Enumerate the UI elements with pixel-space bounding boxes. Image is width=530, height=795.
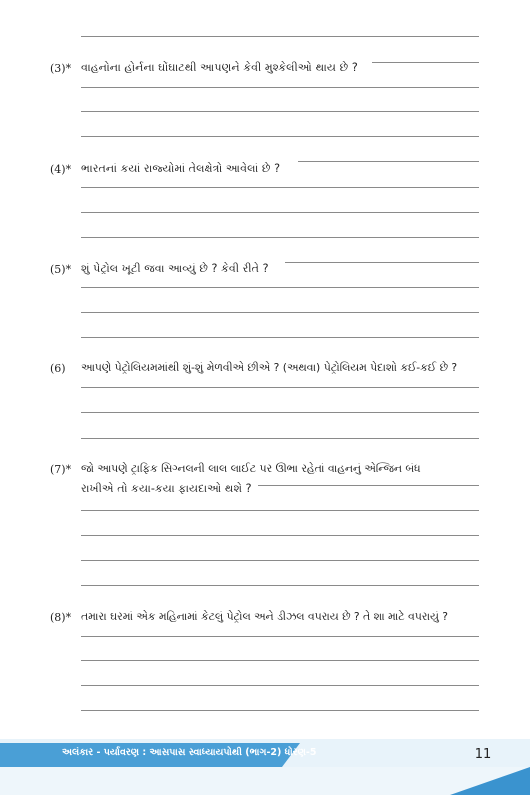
answer-line [81,136,479,137]
footer-strip [0,767,530,795]
answer-line [81,287,479,288]
answer-line [81,312,479,313]
answer-line [81,387,479,388]
answer-line [81,535,479,536]
question-text: તમારા ઘરમાં એક મહિનામાં કેટલું પેટ્રોલ અને ડીઝલ વપરાય છે ? તે શા માટે વપરાયું ? [81,610,448,623]
question-text: વાહનોના હોર્નના ઘોંઘાટથી આપણને કેવી મુશ્કેલીઓ થાય છે ? [81,61,358,74]
answer-line [81,212,479,213]
question-text: જો આપણે ટ્રાફિક સિગ્નલની લાલ લાઈટ પર ઊભા રહેતાં વાહનનું એન્જિન બંધ [81,462,421,475]
question-number: (4)* [50,163,72,176]
question-number: (3)* [50,62,72,75]
answer-line [81,87,479,88]
answer-line [81,585,479,586]
answer-line [81,337,479,338]
question-text: રાખીએ તો કયા-કયા ફાયદાઓ થશે ? [81,482,252,495]
question-number: (8)* [50,611,72,624]
answer-line [258,485,479,486]
question-text: આપણે પેટ્રોલિયમમાંથી શું-શું મેળવીએ છીએ ? (અથવા) પેટ્રોલિયમ પેદાશો કઈ-કઈ છે ? [81,361,458,374]
question-number: (6) [50,362,66,375]
answer-line [81,660,479,661]
answer-line [81,111,479,112]
answer-line [372,62,479,63]
answer-line [81,187,479,188]
answer-line [81,710,479,711]
answer-line [81,685,479,686]
answer-line [81,560,479,561]
page-number: 11 [474,747,492,762]
question-text: શું પેટ્રોલ ખૂટી જવા આવ્યું છે ? કેવી રીતે ? [81,262,269,275]
answer-line [81,237,479,238]
answer-line [81,36,479,37]
answer-line [81,412,479,413]
question-number: (7)* [50,463,72,476]
footer-book-title: અલંકાર - પર્યાવરણ : આસપાસ સ્વાધ્યાયપોથી (ભાગ-2) ધોરણ-5 [62,747,317,758]
answer-line [81,510,479,511]
answer-line [81,636,479,637]
question-number: (5)* [50,263,72,276]
question-text: ભારતનાં કયાં રાજ્યોમાં તેલક્ષેત્રો આવેલાં છે ? [81,162,281,175]
answer-line [298,161,479,162]
answer-line [285,262,479,263]
answer-line [81,438,479,439]
